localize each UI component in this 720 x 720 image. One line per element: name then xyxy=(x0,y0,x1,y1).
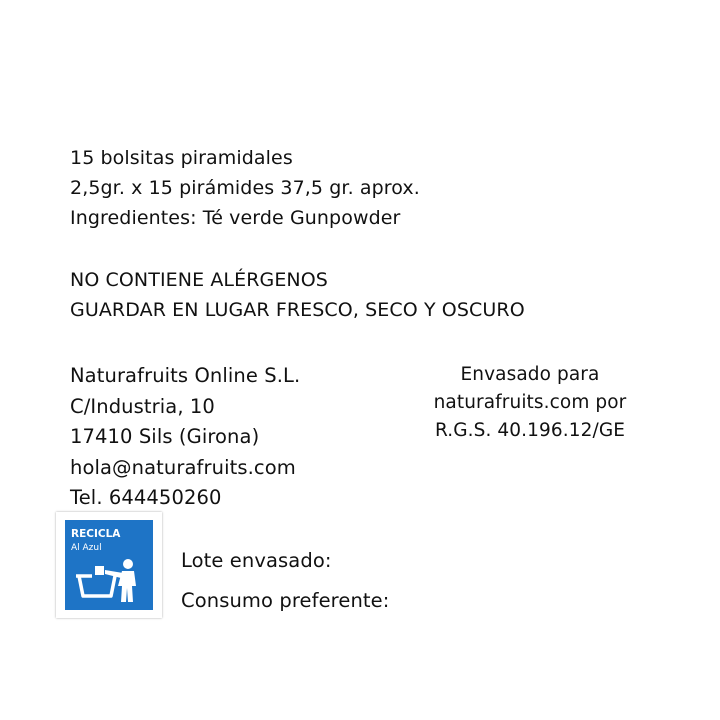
allergen-notice: NO CONTIENE ALÉRGENOS xyxy=(70,269,328,291)
company-street: C/Industria, 10 xyxy=(70,394,215,418)
packaging-line-2: naturafruits.com por xyxy=(433,392,627,413)
company-city: 17410 Sils (Girona) xyxy=(70,425,260,448)
company-name: Naturafruits Online S.L. xyxy=(70,364,301,387)
batch-info xyxy=(181,549,389,629)
recycle-bin-person-icon xyxy=(65,520,153,610)
lote-label: Lote envasado: xyxy=(181,549,332,572)
product-ingredients: Ingredientes: Té verde Gunpowder xyxy=(70,207,401,229)
consumo-label: Consumo preferente: xyxy=(181,589,390,612)
warnings xyxy=(70,268,525,328)
recycle-subtitle: Al Azul xyxy=(71,543,102,553)
recycle-badge-panel xyxy=(65,520,153,610)
packaging-line-1: Envasado para xyxy=(460,364,600,385)
product-info xyxy=(70,146,420,236)
company-phone: Tel. 644450260 xyxy=(70,486,222,509)
packaging-info xyxy=(380,363,680,447)
company-email: hola@naturafruits.com xyxy=(70,455,296,479)
product-weight: 2,5gr. x 15 pirámides 37,5 gr. aprox. xyxy=(70,177,420,199)
storage-notice: GUARDAR EN LUGAR FRESCO, SECO Y OSCURO xyxy=(70,299,525,321)
company-info xyxy=(70,364,300,517)
recycle-title: RECICLA xyxy=(71,528,121,540)
packaging-line-3: R.G.S. 40.196.12/GE xyxy=(434,420,626,441)
recycle-badge xyxy=(56,512,162,618)
product-count: 15 bolsitas piramidales xyxy=(70,147,293,169)
